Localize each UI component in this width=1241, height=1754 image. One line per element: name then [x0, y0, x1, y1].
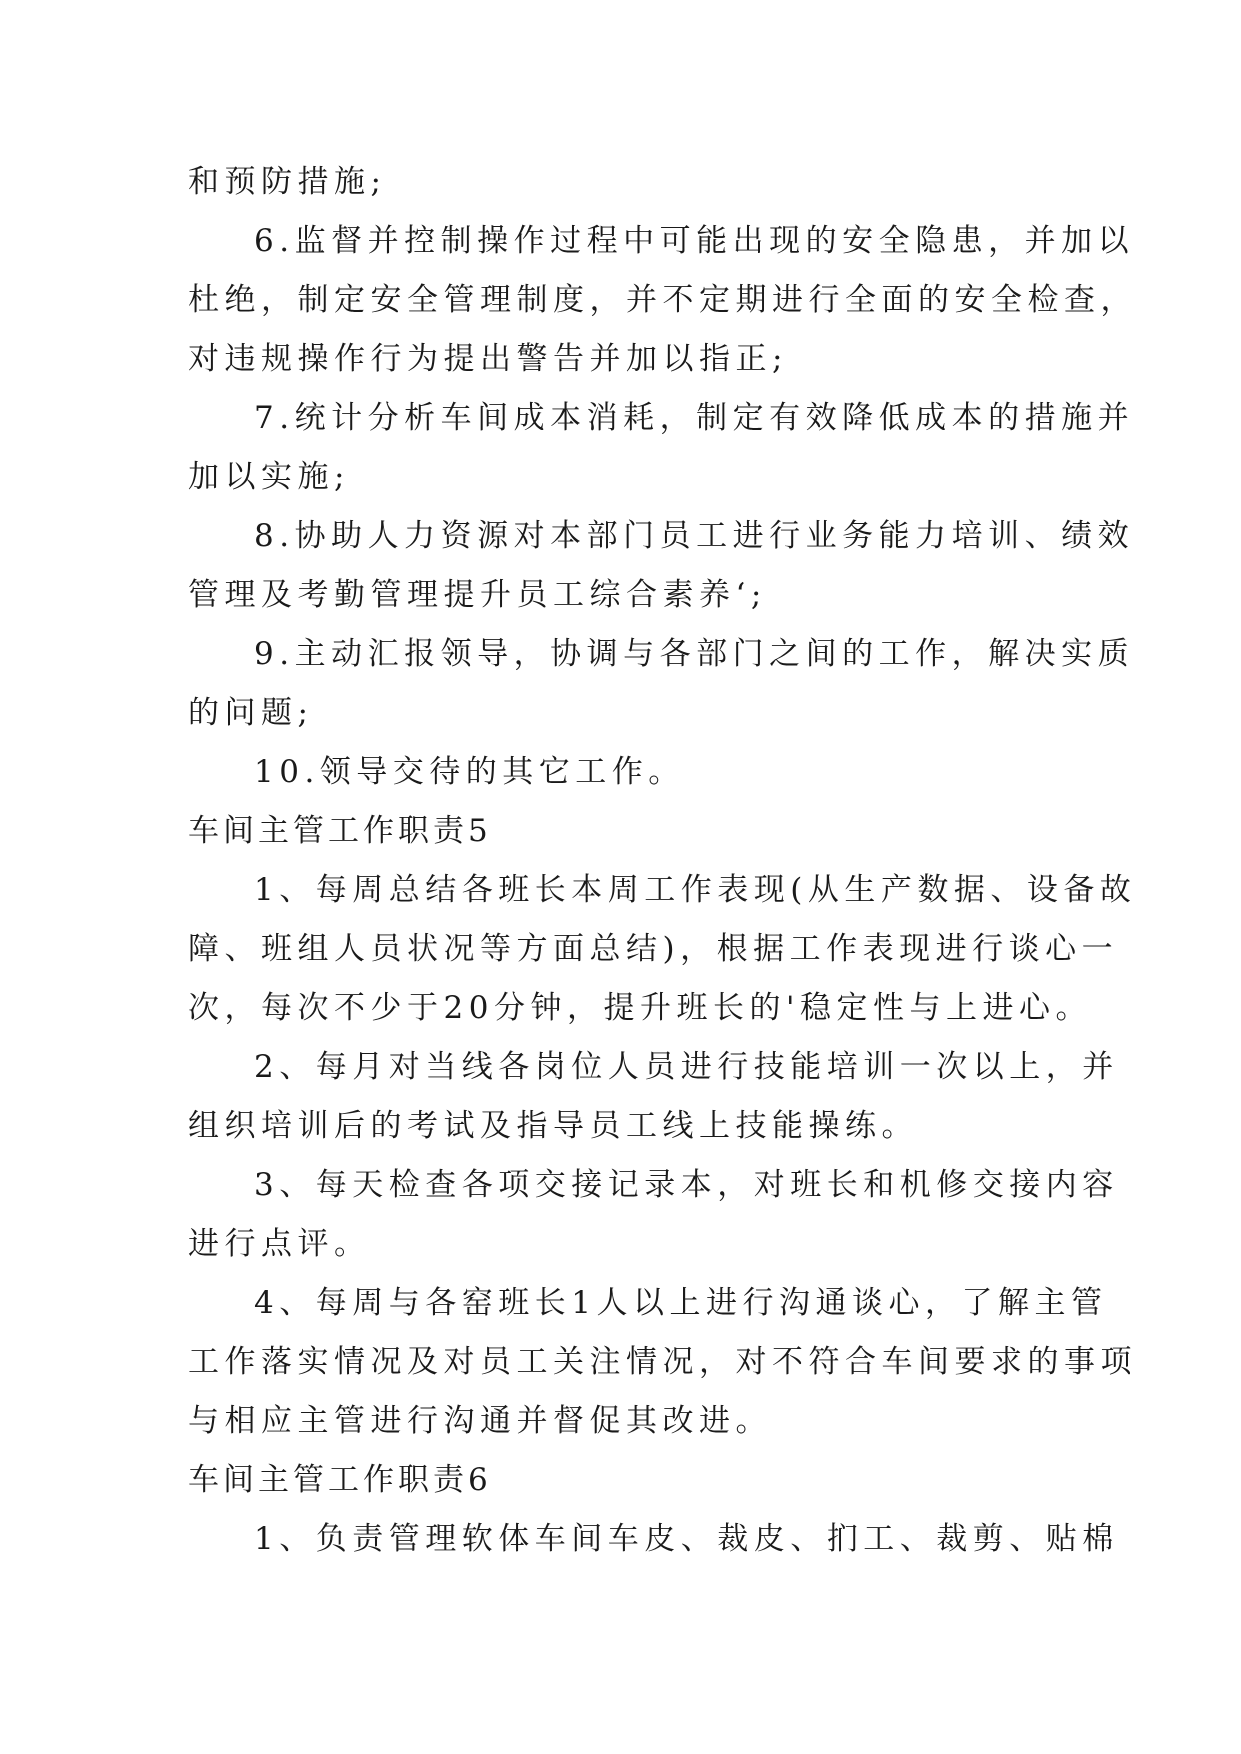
text-line: 工作落实情况及对员工关注情况，对不符合车间要求的事项 — [188, 1344, 1137, 1380]
text-line: 8.协助人力资源对本部门员工进行业务能力培训、绩效 — [254, 518, 1135, 554]
text-line: 对违规操作行为提出警告并加以指正; — [188, 341, 788, 377]
text-line: 4、每周与各窑班长1人以上进行沟通谈心，了解主管 — [254, 1285, 1108, 1321]
text-line: 和预防措施; — [188, 164, 387, 200]
text-line: 10.领导交待的其它工作。 — [254, 754, 685, 790]
text-line: 进行点评。 — [188, 1226, 371, 1262]
text-line: 2、每月对当线各岗位人员进行技能培训一次以上，并 — [254, 1049, 1119, 1085]
text-line: 管理及考勤管理提升员工综合素养‘; — [188, 577, 767, 613]
text-line: 障、班组人员状况等方面总结)，根据工作表现进行谈心一 — [188, 931, 1119, 967]
text-line: 次，每次不少于20分钟，提升班长的'稳定性与上进心。 — [188, 990, 1092, 1026]
text-line: 与相应主管进行沟通并督促其改进。 — [188, 1403, 772, 1439]
text-line: 组织培训后的考试及指导员工线上技能操练。 — [188, 1108, 918, 1144]
text-line: 7.统计分析车间成本消耗，制定有效降低成本的措施并 — [254, 400, 1135, 436]
text-line: 6.监督并控制操作过程中可能出现的安全隐患，并加以 — [254, 223, 1135, 259]
section-heading: 车间主管工作职责5 — [188, 813, 492, 849]
text-line: 1、负责管理软体车间车皮、裁皮、扪工、裁剪、贴棉 — [254, 1521, 1119, 1557]
text-line: 的问题; — [188, 695, 314, 731]
text-line: 杜绝，制定安全管理制度，并不定期进行全面的安全检查， — [188, 282, 1137, 318]
text-line: 加以实施; — [188, 459, 350, 495]
section-heading: 车间主管工作职责6 — [188, 1462, 492, 1498]
text-line: 3、每天检查各项交接记录本，对班长和机修交接内容 — [254, 1167, 1119, 1203]
text-line: 9.主动汇报领导，协调与各部门之间的工作，解决实质 — [254, 636, 1135, 672]
text-line: 1、每周总结各班长本周工作表现(从生产数据、设备故 — [254, 872, 1137, 908]
